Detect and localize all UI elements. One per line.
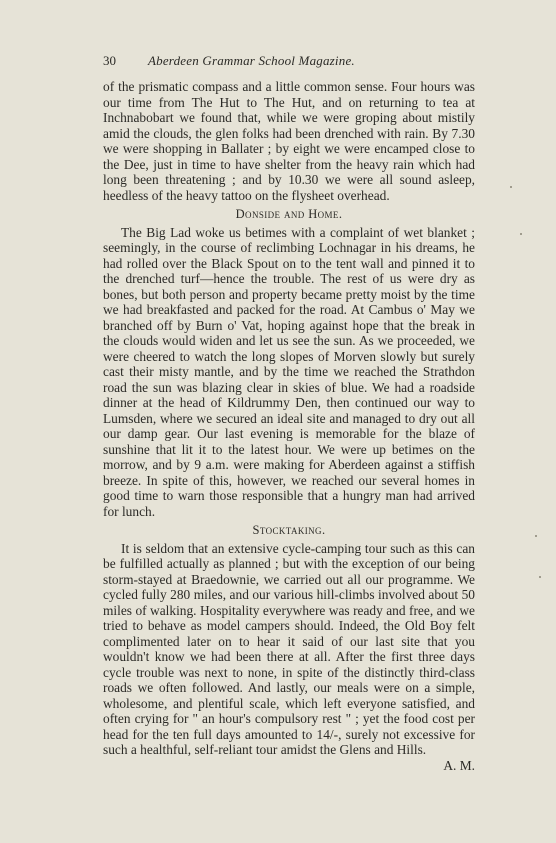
section-heading-donside: Donside and Home.: [235, 207, 343, 221]
paragraph-continuation: of the prismatic compass and a little common sense. Four hours was our time from The Hut to The Hut, and on returning to tea at Inchnabobart we found that, while we were groping about mistily amid the clouds, the glen folks had been drenched with rain. By 7.30 we were shopping in Ballater ; by eight we were encamped close to the Dee, just in time to have shelter from the heavy rain which had long been threatening ; and by 10.30 we were all sound asleep, heedless of the heavy tattoo on the flysheet overhead.: [103, 79, 475, 203]
paper-speck: [539, 576, 541, 578]
article-body: [103, 79, 475, 773]
paragraph-donside: The Big Lad woke us betimes with a complaint of wet blanket ; seemingly, in the course of reclimbing Lochnagar in his dreams, he had rolled over the Black Spout on to the tent wall and pinned it to the drenched turf—hence the trouble. The rest of us were dry as bones, but both person and property became pretty moist by the time we had breakfasted and packed for the road. At Cambus o' May we branched off by Burn o' Vat, hoping against hope that the break in the clouds would widen and let us see the sun. As we proceeded, we were cheered to watch the long slopes of Morven slowly but surely cast their misty mantle, and by the time we reached the Strathdon road the sun was blazing clear in skies of blue. We had a roadside dinner at the head of Kildrummy Den, then continued our way to Lumsden, where we secured an ideal site and managed to dry out all our damp gear. Our last evening is memorable for the blaze of sunshine that lit it to the latest hour. We were up betimes on the morrow, and by 9 a.m. were making for Aberdeen against a stiffish breeze. In spite of this, however, we reached our several homes in good time to warn those responsible that a hungry man had arrived for lunch.: [103, 224, 475, 519]
author-signature: A. M.: [443, 757, 475, 773]
page-number: 30: [103, 53, 116, 68]
paper-speck: [520, 233, 522, 235]
stocktaking-text: It is seldom that an extensive cycle-camping tour such as this can be fulfilled actually as planned ; but with the exception of our being storm-stayed at Braedownie, we carried out all our programme. We cycled fully 280 miles, and our various hill-climbs involved about 50 miles of walking. Hospitality everywhere was ready and free, and we tried to behave as model campers should. Indeed, the Old Boy felt complimented later on to hear it said of our last site that you wouldn't know we had been there at all. After the first three days cycle trouble was next to none, in spite of the distinctly third-class roads we often followed. And lastly, our meals were on a simple, wholesome, and plentiful scale, which left everyone satisfied, and often crying for " an hour's compulsory rest " ; yet the food cost per head for the ten full days amounted to 14/-, surely not excessive for such a healthful, self-reliant tour amidst the Glens and Hills.: [103, 540, 475, 757]
paragraph-stocktaking: [103, 540, 475, 773]
running-title: Aberdeen Grammar School Magazine.: [148, 53, 355, 68]
section-heading-stocktaking: Stocktaking.: [252, 523, 326, 537]
paper-speck: [535, 535, 537, 537]
paper-speck: [510, 186, 512, 188]
